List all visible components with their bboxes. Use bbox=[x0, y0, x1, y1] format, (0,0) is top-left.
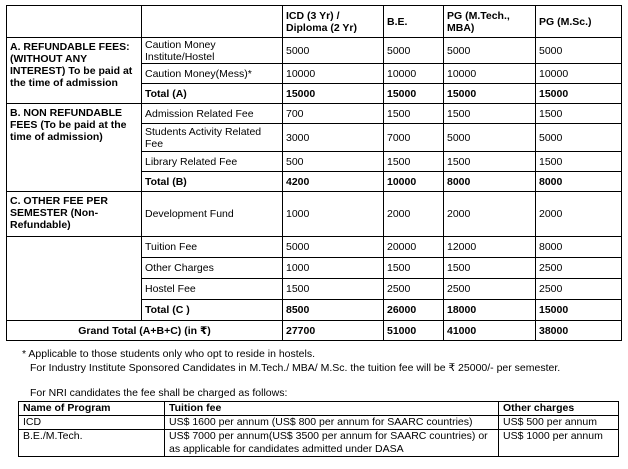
header-row bbox=[7, 6, 622, 38]
cell-icd: 3000 bbox=[283, 124, 384, 152]
cell-icd: 500 bbox=[283, 152, 384, 172]
cell-icd: 1500 bbox=[283, 279, 384, 300]
row-label: Library Related Fee bbox=[142, 152, 283, 172]
section-c-title: C. OTHER FEE PER SEMESTER (Non-Refundable) bbox=[7, 192, 142, 237]
cell-icd: 15000 bbox=[283, 84, 384, 104]
cell-pg-msc: 5000 bbox=[536, 38, 622, 64]
cell-pg-msc: 15000 bbox=[536, 84, 622, 104]
header-be: B.E. bbox=[384, 6, 444, 38]
cell-icd: 27700 bbox=[283, 321, 384, 341]
cell-pg-msc: 8000 bbox=[536, 172, 622, 192]
cell-pg-msc: 2000 bbox=[536, 192, 622, 237]
header-tuition: Tuition fee bbox=[165, 402, 499, 416]
cell-pg-mtech: 12000 bbox=[444, 237, 536, 258]
fee-structure-table bbox=[6, 5, 622, 341]
cell-icd: 700 bbox=[283, 104, 384, 124]
cell-pg-msc: 38000 bbox=[536, 321, 622, 341]
section-b-title: B. NON REFUNDABLE FEES (To be paid at the time of admission) bbox=[7, 104, 142, 192]
table-row bbox=[19, 416, 619, 430]
program-name: ICD bbox=[19, 416, 165, 430]
cell-icd: 5000 bbox=[283, 38, 384, 64]
cell-pg-mtech: 10000 bbox=[444, 64, 536, 84]
cell-pg-msc: 5000 bbox=[536, 124, 622, 152]
table-row bbox=[7, 104, 622, 124]
sponsored-candidates-note: For Industry Institute Sponsored Candidates in M.Tech./ MBA/ M.Sc. the tuition fee will be ₹ 25000/- per semester. bbox=[30, 362, 561, 374]
row-label: Caution Money(Mess)* bbox=[142, 64, 283, 84]
nri-intro-text: For NRI candidates the fee shall be charged as follows: bbox=[30, 387, 288, 399]
grand-total-row bbox=[7, 321, 622, 341]
cell-pg-msc: 1500 bbox=[536, 152, 622, 172]
cell-pg-mtech: 15000 bbox=[444, 84, 536, 104]
cell-be: 2000 bbox=[384, 192, 444, 237]
cell-icd: 4200 bbox=[283, 172, 384, 192]
table-row bbox=[7, 237, 622, 258]
cell-be: 15000 bbox=[384, 84, 444, 104]
table-row bbox=[7, 38, 622, 64]
cell-be: 1500 bbox=[384, 104, 444, 124]
cell-pg-mtech: 5000 bbox=[444, 124, 536, 152]
other-charges: US$ 500 per annum bbox=[499, 416, 619, 430]
cell-pg-mtech: 8000 bbox=[444, 172, 536, 192]
cell-be: 1500 bbox=[384, 258, 444, 279]
tuition-fee: US$ 7000 per annum(US$ 3500 per annum for SAARC countries) or as applicable for candidates admitted under DASA bbox=[165, 430, 499, 457]
cell-be: 51000 bbox=[384, 321, 444, 341]
section-c-blank-cell bbox=[7, 237, 142, 321]
cell-pg-msc: 2500 bbox=[536, 279, 622, 300]
cell-be: 20000 bbox=[384, 237, 444, 258]
cell-be: 5000 bbox=[384, 38, 444, 64]
cell-be: 10000 bbox=[384, 172, 444, 192]
header-icd: ICD (3 Yr) / Diploma (2 Yr) bbox=[283, 6, 384, 38]
cell-pg-msc: 10000 bbox=[536, 64, 622, 84]
cell-be: 10000 bbox=[384, 64, 444, 84]
header-cell-empty bbox=[142, 6, 283, 38]
cell-pg-mtech: 1500 bbox=[444, 258, 536, 279]
cell-pg-mtech: 2000 bbox=[444, 192, 536, 237]
header-pg-mtech: PG (M.Tech., MBA) bbox=[444, 6, 536, 38]
row-label: Admission Related Fee bbox=[142, 104, 283, 124]
cell-pg-msc: 15000 bbox=[536, 300, 622, 321]
header-cell-empty bbox=[7, 6, 142, 38]
cell-pg-msc: 2500 bbox=[536, 258, 622, 279]
cell-pg-mtech: 18000 bbox=[444, 300, 536, 321]
header-program: Name of Program bbox=[19, 402, 165, 416]
cell-be: 26000 bbox=[384, 300, 444, 321]
row-label: Tuition Fee bbox=[142, 237, 283, 258]
nri-fee-table bbox=[18, 401, 619, 457]
grand-total-label: Grand Total (A+B+C) (in ₹) bbox=[7, 321, 283, 341]
section-a-title: A. REFUNDABLE FEES: (WITHOUT ANY INTEREST) To be paid at the time of admission bbox=[7, 38, 142, 104]
cell-pg-msc: 1500 bbox=[536, 104, 622, 124]
row-label: Other Charges bbox=[142, 258, 283, 279]
row-label: Hostel Fee bbox=[142, 279, 283, 300]
program-name: B.E./M.Tech. bbox=[19, 430, 165, 457]
cell-pg-msc: 8000 bbox=[536, 237, 622, 258]
cell-pg-mtech: 1500 bbox=[444, 152, 536, 172]
cell-icd: 8500 bbox=[283, 300, 384, 321]
other-charges: US$ 1000 per annum bbox=[499, 430, 619, 457]
cell-pg-mtech: 41000 bbox=[444, 321, 536, 341]
cell-pg-mtech: 5000 bbox=[444, 38, 536, 64]
header-other-charges: Other charges bbox=[499, 402, 619, 416]
row-label: Caution Money Institute/Hostel bbox=[142, 38, 283, 64]
cell-be: 7000 bbox=[384, 124, 444, 152]
header-pg-msc: PG (M.Sc.) bbox=[536, 6, 622, 38]
table-row bbox=[7, 192, 622, 237]
row-label: Students Activity Related Fee bbox=[142, 124, 283, 152]
cell-be: 2500 bbox=[384, 279, 444, 300]
cell-icd: 10000 bbox=[283, 64, 384, 84]
cell-pg-mtech: 2500 bbox=[444, 279, 536, 300]
hostel-footnote: * Applicable to those students only who opt to reside in hostels. bbox=[22, 348, 316, 360]
table-row bbox=[19, 430, 619, 457]
cell-icd: 1000 bbox=[283, 192, 384, 237]
cell-be: 1500 bbox=[384, 152, 444, 172]
row-label: Total (A) bbox=[142, 84, 283, 104]
nri-header-row bbox=[19, 402, 619, 416]
row-label: Total (C ) bbox=[142, 300, 283, 321]
tuition-fee: US$ 1600 per annum (US$ 800 per annum for SAARC countries) bbox=[165, 416, 499, 430]
cell-pg-mtech: 1500 bbox=[444, 104, 536, 124]
cell-icd: 1000 bbox=[283, 258, 384, 279]
row-label: Total (B) bbox=[142, 172, 283, 192]
row-label: Development Fund bbox=[142, 192, 283, 237]
cell-icd: 5000 bbox=[283, 237, 384, 258]
